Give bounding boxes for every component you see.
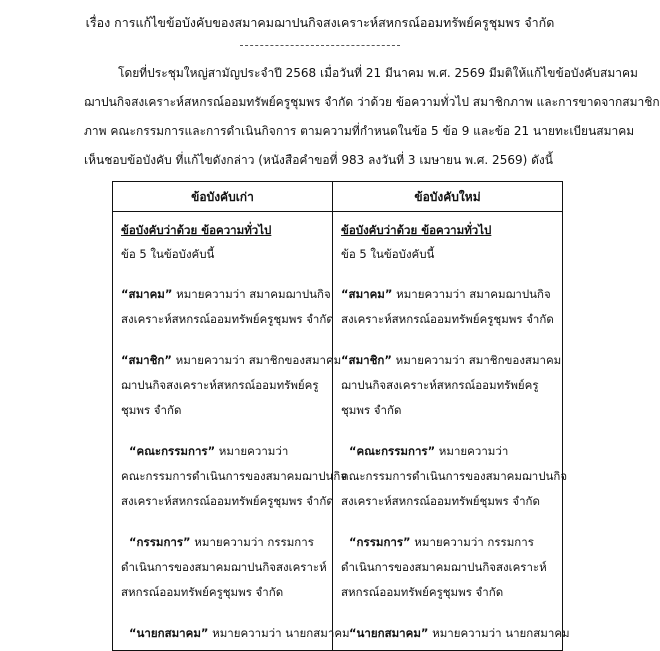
definition-text: หมายความว่า นายกสมาคม (428, 626, 570, 640)
defined-term: “กรรมการ” (349, 535, 411, 549)
definition-line (121, 286, 331, 302)
old-regulation-header: ข้อบังคับเก่า (191, 190, 254, 204)
definition-text: หมายความว่า สมาชิกของสมาคม (171, 353, 342, 367)
defined-term: “นายกสมาคม” (129, 626, 209, 640)
comparison-table (112, 181, 570, 651)
section-title: ข้อบังคับว่าด้วย ข้อความทั่วไป (121, 223, 272, 237)
definition-line: สงเคราะห์สหกรณ์ออมทรัพย์ครูชุมพร จำกัด (121, 312, 334, 326)
defined-term: “กรรมการ” (129, 535, 191, 549)
document-subject: เรื่อง การแก้ไขข้อบังคับของสมาคมฌาปนกิจสงเคราะห์สหกรณ์ออมทรัพย์ครูชุมพร จำกัด (85, 15, 555, 30)
defined-term: “คณะกรรมการ” (349, 444, 436, 458)
definition-line: สหกรณ์ออมทรัพย์ครูชุมพร จำกัด (121, 585, 284, 599)
definition-line: ชุมพร จำกัด (121, 403, 182, 417)
new-regulation-header: ข้อบังคับใหม่ (414, 190, 481, 204)
definition-line: สงเคราะห์สหกรณ์ออมทรัพย์ครูชุมพร จำกัด (341, 312, 554, 326)
definition-line: คณะกรรมการดำเนินการของสมาคมฌาปนกิจ (121, 469, 348, 483)
definition-text: หมายความว่า กรรมการ (410, 535, 534, 549)
definition-text: หมายความว่า นายกสมาคม (208, 626, 350, 640)
definition-line (341, 352, 561, 368)
definition-line: ฌาปนกิจสงเคราะห์สหกรณ์ออมทรัพย์ครู (341, 378, 539, 392)
defined-term: “สมาคม” (341, 287, 393, 301)
clause-text: ข้อ 5 ในข้อบังคับนี้ (121, 247, 215, 261)
intro-paragraph-line: ฌาปนกิจสงเคราะห์สหกรณ์ออมทรัพย์ครูชุมพร จำกัด ว่าด้วย ข้อความทั่วไป สมาชิกภาพ และการขาดจากสมาชิก (84, 95, 660, 109)
definition-text: หมายความว่า สมาคมฌาปนกิจ (392, 287, 551, 301)
definition-text: หมายความว่า กรรมการ (190, 535, 314, 549)
definition-line (129, 534, 314, 550)
section-title: ข้อบังคับว่าด้วย ข้อความทั่วไป (341, 223, 492, 237)
definition-line: คณะกรรมการดำเนินการของสมาคมฌาปนกิจ (341, 469, 568, 483)
definition-text: หมายความว่า สมาชิกของสมาคม (391, 353, 562, 367)
definition-line: ฌาปนกิจสงเคราะห์สหกรณ์ออมทรัพย์ครู (121, 378, 319, 392)
header-divider (113, 211, 562, 212)
definition-line (121, 352, 341, 368)
definition-line: ชุมพร จำกัด (341, 403, 402, 417)
definition-line (349, 534, 534, 550)
definition-text: หมายความว่า สมาคมฌาปนกิจ (172, 287, 331, 301)
clause-text: ข้อ 5 ในข้อบังคับนี้ (341, 247, 435, 261)
intro-paragraph-line: ภาพ คณะกรรมการและการดำเนินกิจการ ตามความที่กำหนดในข้อ 5 ข้อ 9 และข้อ 21 นายทะเบียนสมาคม (84, 124, 635, 138)
definition-line: สงเคราะห์สหกรณ์ออมทรัพย์ชุมพร จำกัด (341, 494, 540, 508)
definition-line (349, 625, 570, 641)
column-divider (332, 182, 333, 650)
intro-paragraph-line: เห็นชอบข้อบังคับ ที่แก้ไขดังกล่าว (หนังสือคำขอที่ 983 ลงวันที่ 3 เมษายน พ.ศ. 2569) ดังนี้ (84, 153, 553, 167)
defined-term: “สมาชิก” (121, 353, 172, 367)
definition-line (341, 286, 551, 302)
defined-term: “นายกสมาคม” (349, 626, 429, 640)
definition-line: ดำเนินการของสมาคมฌาปนกิจสงเคราะห์ (121, 560, 327, 574)
definition-line: ดำเนินการของสมาคมฌาปนกิจสงเคราะห์ (341, 560, 547, 574)
definition-line (129, 625, 350, 641)
definition-text: หมายความว่า (215, 444, 289, 458)
defined-term: “สมาชิก” (341, 353, 392, 367)
definition-line: สงเคราะห์สหกรณ์ออมทรัพย์ครูชุมพร จำกัด (121, 494, 334, 508)
definition-text: หมายความว่า (435, 444, 509, 458)
separator-line (240, 45, 400, 46)
definition-line (349, 443, 508, 459)
defined-term: “คณะกรรมการ” (129, 444, 216, 458)
defined-term: “สมาคม” (121, 287, 173, 301)
intro-paragraph-line: โดยที่ประชุมใหญ่สามัญประจำปี 2568 เมื่อวันที่ 21 มีนาคม พ.ศ. 2569 มีมติให้แก้ไขข้อบังคับสมาคม (118, 66, 638, 80)
definition-line (129, 443, 288, 459)
definition-line: สหกรณ์ออมทรัพย์ครูชุมพร จำกัด (341, 585, 504, 599)
